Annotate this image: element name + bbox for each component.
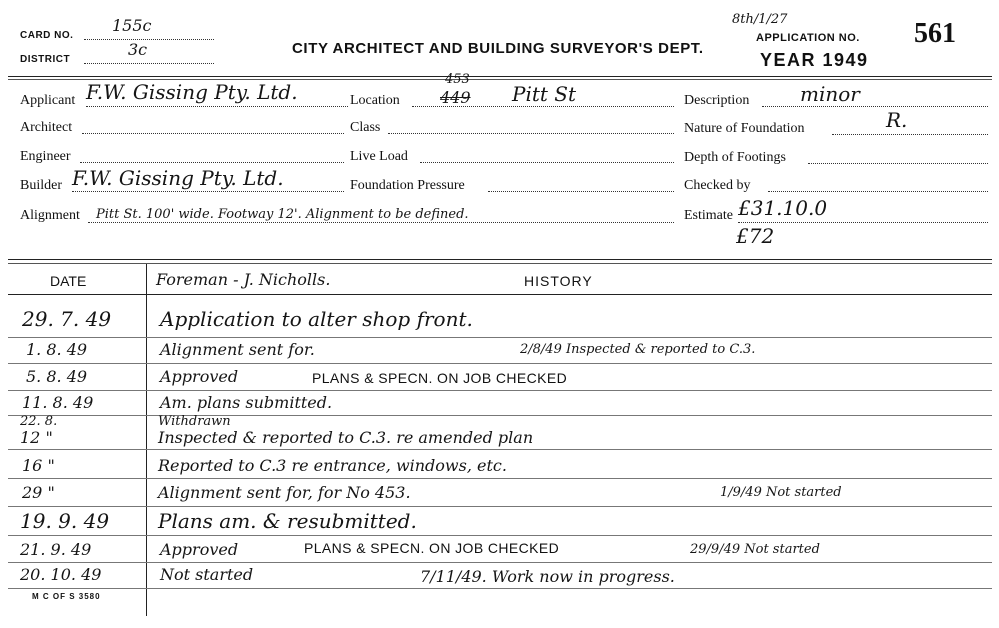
card-no-line [84,39,214,40]
applicant-value: F.W. Gissing Pty. Ltd. [86,80,298,104]
history-date: 21. 9. 49 [20,540,92,559]
footings-label: Depth of Footings [684,150,786,165]
class-label: Class [350,120,381,135]
history-entry: Alignment sent for. [160,340,315,359]
history-date: 16 " [22,456,55,475]
estimate-value-2: £72 [736,224,775,248]
history-entry: Approved [160,367,239,386]
location-struck-number: 449 [440,88,471,107]
district-value: 3c [128,40,148,59]
footings-line [808,163,988,164]
checked-stamp: PLANS & SPECN. ON JOB CHECKED [312,370,568,386]
history-date: 5. 8. 49 [26,367,88,386]
card-no-value: 155c [112,16,152,35]
history-note: 7/11/49. Work now in progress. [420,567,675,586]
architect-line [82,133,344,134]
estimate-line [738,222,988,223]
history-entry: Withdrawn [158,414,231,429]
applicant-label: Applicant [20,93,76,108]
architect-label: Architect [20,120,73,135]
date-column-divider [146,264,147,616]
estimate-value: £31.10.0 [738,196,828,220]
engineer-label: Engineer [20,149,71,164]
description-line [762,106,988,107]
estimate-label: Estimate [684,208,733,223]
history-date: 1. 8. 49 [26,340,88,359]
history-date: 20. 10. 49 [20,565,102,584]
alignment-value: Pitt St. 100' wide. Footway 12'. Alignment to be defined. [96,207,469,222]
history-entry: Not started [160,565,254,584]
location-value: Pitt St [512,82,577,106]
foundation-label: Nature of Foundation [684,121,805,136]
alignment-line [88,222,674,223]
history-entry: Plans am. & resubmitted. [158,509,417,533]
history-entry: Inspected & reported to C.3. re amended plan [158,428,534,447]
foundation-value: R. [886,108,908,132]
application-number: 561 [914,18,956,49]
description-value: minor [800,82,860,106]
history-top-rule [8,259,992,260]
history-date: 29 " [22,483,55,502]
live-load-label: Live Load [350,149,408,164]
builder-line [72,191,344,192]
builder-label: Builder [20,178,62,193]
history-entry: Approved [160,540,239,559]
history-note: 29/9/49 Not started [690,542,820,557]
checked-stamp: PLANS & SPECN. ON JOB CHECKED [304,540,560,556]
pressure-line [488,191,674,192]
history-date: 29. 7. 49 [22,307,112,331]
history-header-rule [8,294,992,295]
history-entry: Application to alter shop front. [160,307,473,331]
history-date: 12 " [20,428,53,447]
history-note: 2/8/49 Inspected & reported to C.3. [520,342,756,357]
class-line [388,133,674,134]
history-entry: Reported to C.3 re entrance, windows, etc. [158,456,507,475]
year-label: YEAR 1949 [760,50,869,70]
district-label: DISTRICT [20,54,71,65]
checked-by-label: Checked by [684,178,751,193]
application-label: APPLICATION NO. [756,32,860,44]
pressure-label: Foundation Pressure [350,178,465,193]
history-entry: Am. plans submitted. [160,393,333,412]
location-number: 453 [445,72,470,87]
history-date: 11. 8. 49 [22,393,94,412]
checked-by-line [768,191,988,192]
alignment-label: Alignment [20,208,80,223]
card-no-label: CARD NO. [20,30,74,41]
district-line [84,63,214,64]
history-date: 19. 9. 49 [20,509,110,533]
description-label: Description [684,93,750,108]
form-code: M C OF S 3580 [32,592,101,601]
live-load-line [420,162,674,163]
engineer-line [80,162,344,163]
foundation-line [832,134,988,135]
location-line [412,106,674,107]
applicant-line [86,106,348,107]
location-label: Location [350,93,400,108]
history-entry: Alignment sent for, for No 453. [158,483,411,502]
date-column-header: DATE [50,273,87,289]
history-top-rule-2 [8,263,992,264]
header-rule [8,76,992,77]
builder-value: F.W. Gissing Pty. Ltd. [72,166,284,190]
foreman-name: Foreman - J. Nicholls. [156,270,331,289]
application-note: 8th/1/27 [732,12,788,27]
history-date: 22. 8. [20,414,58,429]
history-column-header: HISTORY [524,273,593,289]
department-title: CITY ARCHITECT AND BUILDING SURVEYOR'S DEPT. [292,40,704,57]
history-note: 1/9/49 Not started [720,485,842,500]
